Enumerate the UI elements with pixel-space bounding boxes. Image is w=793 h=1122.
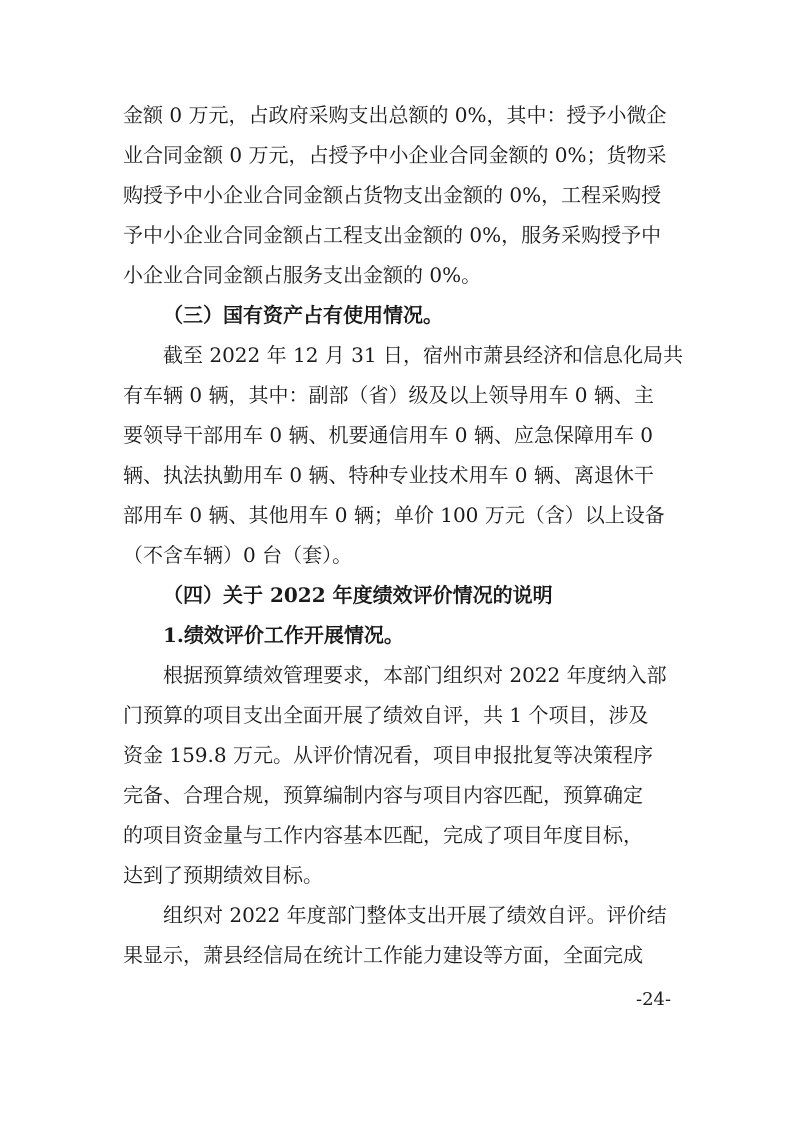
- paragraph-3-line-1: 根据预算绩效管理要求，本部门组织对 2022 年度纳入部: [163, 663, 667, 687]
- paragraph-2-line-1: 截至 2022 年 12 月 31 日，宿州市萧县经济和信息化局共: [163, 343, 683, 367]
- paragraph-3-line-5: 的项目资金量与工作内容基本匹配，完成了项目年度目标，: [123, 823, 643, 847]
- paragraph-1-line-2: 业合同金额 0 万元，占授予中小企业合同金额的 0%；货物采: [123, 143, 667, 167]
- paragraph-1-line-4: 予中小企业合同金额占工程支出金额的 0%，服务采购授予中: [123, 223, 662, 247]
- page-number: -24-: [636, 989, 672, 1010]
- paragraph-3-line-6: 达到了预期绩效目标。: [123, 863, 323, 887]
- paragraph-1-line-1: 金额 0 万元，占政府采购支出总额的 0%，其中：授予小微企: [123, 103, 667, 127]
- subsection-heading-1: 1.绩效评价工作开展情况。: [163, 623, 404, 647]
- paragraph-3-line-3: 资金 159.8 万元。从评价情况看，项目申报批复等决策程序: [123, 743, 653, 767]
- section-heading-3: （三）国有资产占有使用情况。: [163, 303, 443, 327]
- paragraph-1-line-5: 小企业合同金额占服务支出金额的 0%。: [123, 263, 482, 287]
- paragraph-2-line-6: （不含车辆）0 台（套）。: [123, 543, 353, 567]
- paragraph-3-line-2: 门预算的项目支出全面开展了绩效自评，共 1 个项目，涉及: [123, 703, 649, 727]
- paragraph-1-line-3: 购授予中小企业合同金额占货物支出金额的 0%，工程采购授: [123, 183, 662, 207]
- paragraph-2-line-5: 部用车 0 辆、其他用车 0 辆；单价 100 万元（含）以上设备: [123, 503, 665, 527]
- paragraph-4-line-1: 组织对 2022 年度部门整体支出开展了绩效自评。评价结: [163, 903, 667, 927]
- section-heading-4: （四）关于 2022 年度绩效评价情况的说明: [163, 583, 553, 607]
- paragraph-2-line-4: 辆、执法执勤用车 0 辆、特种专业技术用车 0 辆、离退休干: [123, 463, 654, 487]
- paragraph-3-line-4: 完备、合理合规，预算编制内容与项目内容匹配，预算确定: [123, 783, 643, 807]
- paragraph-2-line-3: 要领导干部用车 0 辆、机要通信用车 0 辆、应急保障用车 0: [123, 423, 653, 447]
- paragraph-2-line-2: 有车辆 0 辆，其中：副部（省）级及以上领导用车 0 辆、主: [123, 383, 654, 407]
- paragraph-4-line-2: 果显示，萧县经信局在统计工作能力建设等方面，全面完成: [123, 943, 643, 967]
